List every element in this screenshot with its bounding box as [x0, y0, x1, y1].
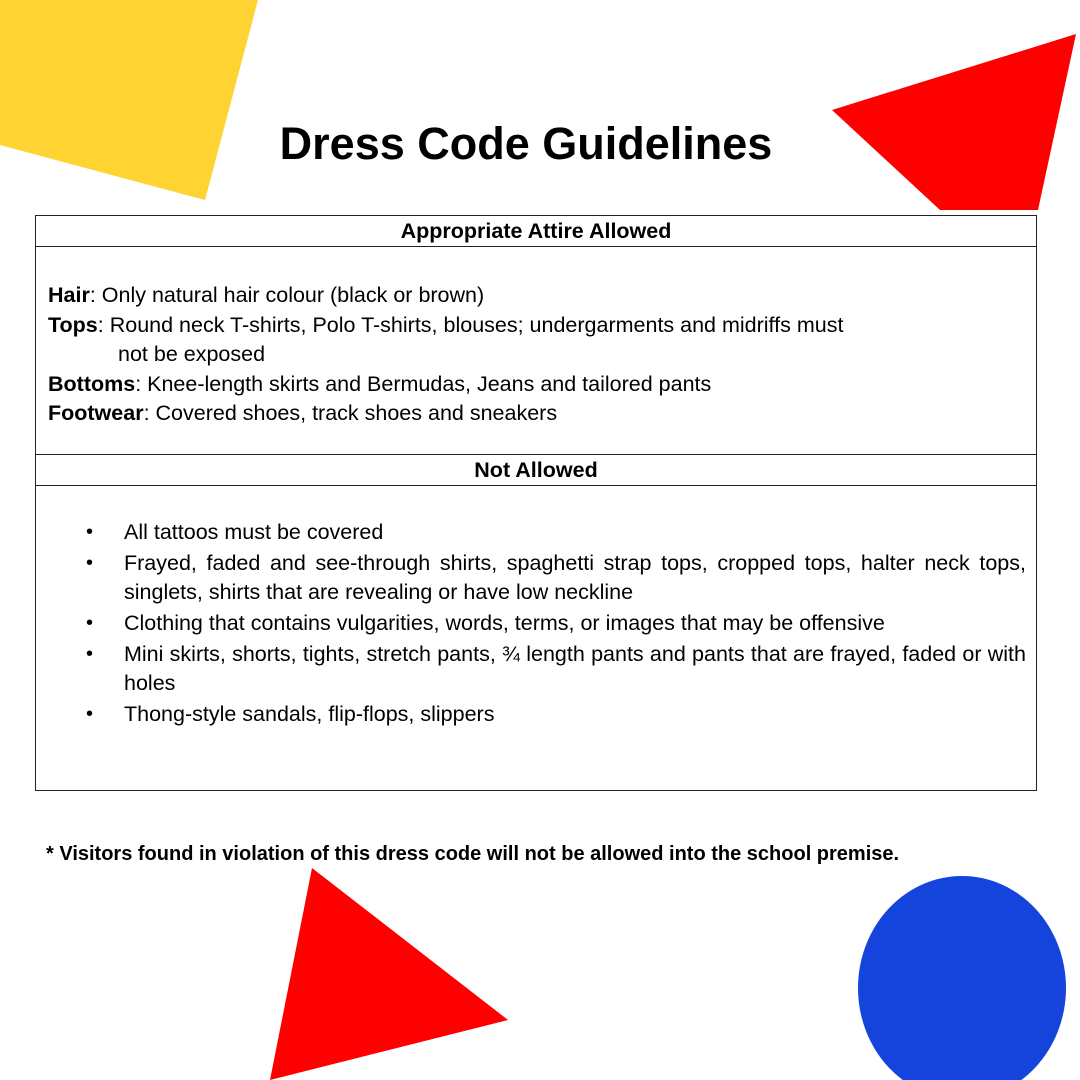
list-item: [36, 640, 1036, 698]
list-item-text: Mini skirts, shorts, tights, stretch pants, ¾ length pants and pants that are frayed, faded or with holes: [124, 642, 1026, 695]
rule-tops: [48, 311, 1036, 370]
rule-continuation: not be exposed: [118, 342, 266, 366]
rule-label: Footwear: [48, 401, 144, 425]
page-title: Dress Code Guidelines: [279, 118, 773, 169]
bullet-icon: •: [86, 643, 94, 665]
list-item-text: Thong-style sandals, flip-flops, slippers: [124, 702, 495, 726]
list-item-text: Clothing that contains vulgarities, words, terms, or images that may be offensive: [124, 611, 885, 635]
bullet-icon: •: [86, 703, 94, 725]
bullet-icon: •: [86, 552, 94, 574]
allowed-header: Appropriate Attire Allowed: [36, 216, 1036, 247]
rule-footwear: [48, 399, 1036, 429]
list-item: [36, 700, 1036, 729]
blue-circle-bottom-right: [858, 876, 1066, 1080]
not-allowed-list: [36, 486, 1036, 790]
rule-hair: [48, 281, 1036, 311]
list-item-text: Frayed, faded and see-through shirts, spaghetti strap tops, cropped tops, halter neck tops, singlets, shirts that are revealing or have low neckline: [124, 551, 1026, 604]
red-triangle-bottom: [270, 868, 508, 1080]
rule-label: Hair: [48, 283, 90, 307]
not-allowed-header: Not Allowed: [36, 454, 1036, 486]
bullet-icon: •: [86, 521, 94, 543]
yellow-shape-top-left: [0, 0, 258, 200]
rule-label: Bottoms: [48, 371, 136, 396]
rule-text: : Round neck T-shirts, Polo T-shirts, blouses; undergarments and midriffs must: [97, 312, 844, 337]
list-item: [36, 518, 1036, 547]
list-item: [36, 549, 1036, 607]
footnote: * Visitors found in violation of this dress code will not be allowed into the school premise.: [46, 843, 900, 865]
list-item: [36, 609, 1036, 638]
rule-bottoms: [48, 370, 1036, 400]
list-item-text: All tattoos must be covered: [124, 520, 384, 544]
allowed-rules: [36, 247, 1036, 454]
rule-text: : Covered shoes, track shoes and sneakers: [143, 401, 558, 425]
rule-text: : Only natural hair colour (black or brown): [89, 283, 485, 307]
dress-code-table: [35, 215, 1037, 791]
rule-label: Tops: [48, 312, 98, 337]
rule-text: : Knee-length skirts and Bermudas, Jeans and tailored pants: [135, 371, 712, 396]
bullet-icon: •: [86, 612, 94, 634]
